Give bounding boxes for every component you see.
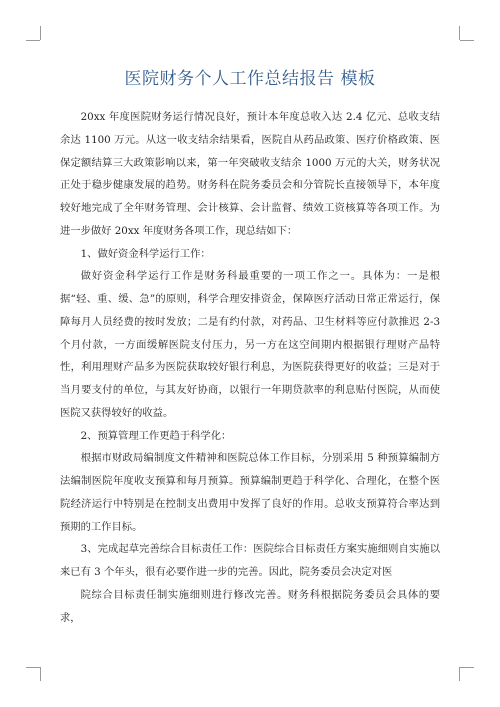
- crop-mark-bottom-right-v: [459, 667, 460, 681]
- paragraph-section-3-continued: 院综合目标责任制实施细则进行修改完善。财务科根据院务委员会具体的要求，: [60, 588, 440, 624]
- crop-mark-top-right-h: [460, 40, 474, 41]
- section-heading-1: 1、做好资金科学运行工作：: [80, 247, 211, 260]
- paragraph-section-3: 3、完成起草完善综合目标责任工作：医院综合目标责任方案实施细则自实施以来已有 3 个年头，很有必要作进一步的完善。因此，院务委员会决定对医: [60, 543, 440, 578]
- paragraph-intro: 20xx 年度医院财务运行情况良好，预计本年度总收入达 2.4 亿元、总收支结余达 1100 万元。从这一收支结余结果看，医院自从药品政策、医疗价格政策、医保定额结算三大政策影响以来，第一年突破收支结余 1000 万元的大关，财务状况正处于稳步健康发展的趋势。财务科在院务委员会和分管院长直接领导下，本年度较好地完成了全年财务管理、会计核算、会计监督、绩效工资核算等各项工作。为进一步做好 20xx 年度财务各项工作，现总结如下：: [60, 111, 440, 237]
- crop-mark-bottom-right-h: [460, 667, 474, 668]
- crop-mark-top-left-v: [40, 26, 41, 40]
- crop-mark-top-right-v: [459, 26, 460, 40]
- document-title: 医院财务个人工作总结报告 模板: [124, 69, 376, 89]
- section-heading-2: 2、预算管理工作更趋于科学化：: [80, 429, 232, 442]
- crop-mark-bottom-left-v: [40, 667, 41, 681]
- paragraph-section-1: 做好资金科学运行工作是财务科最重要的一项工作之一。具体为：一是根据“轻、重、缓、急”的原则，科学合理安排资金，保障医疗活动日常正常运行，保障每月人员经费的按时发放；二是有约付款，对药品、卫生材料等应付款推迟 2-3 个月付款，一方面缓解医院支付压力，另一方在这空间期内根据银行理财产品特性，利用理财产品多为医院获取较好银行利息，为医院获得更好的收益；三是对于当月要支付的单位，与其友好协商，以银行一年期贷款率的利息贴付医院，从而使医院又获得较好的收益。: [60, 270, 440, 419]
- paragraph-section-2: 根据市财政局编制度文件精神和医院总体工作目标，分别采用 5 种预算编制方法编制医院年度收支预算和每月预算。预算编制更趋于科学化、合理化，在整个医院经济运行中特别是在控制支出费用中发挥了良好的作用。总收支预算符合率达到预期的工作目标。: [60, 452, 440, 533]
- document-body: [60, 106, 440, 629]
- crop-mark-top-left-h: [26, 40, 40, 41]
- crop-mark-bottom-left-h: [26, 667, 40, 668]
